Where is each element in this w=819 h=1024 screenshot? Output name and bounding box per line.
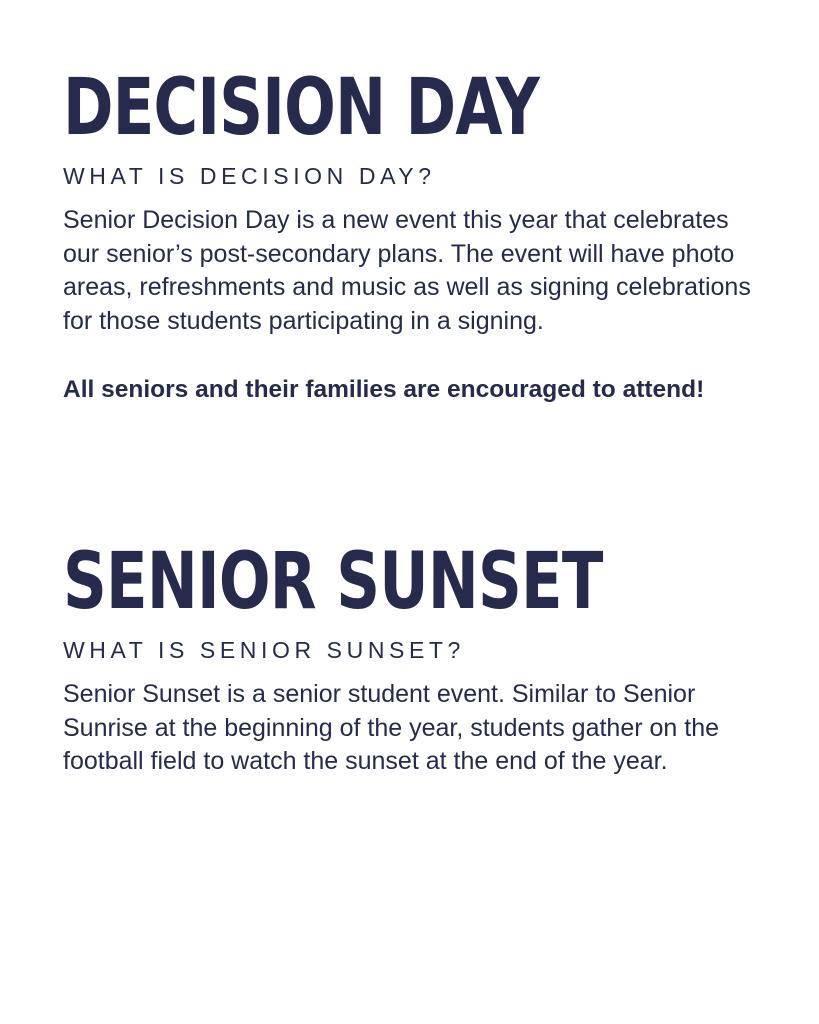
senior-sunset-section <box>63 537 763 779</box>
decision-day-title: DECISION DAY <box>63 63 540 153</box>
decision-day-callout: All seniors and their families are encouraged to attend! <box>63 376 705 403</box>
decision-day-subtitle: WHAT IS DECISION DAY? <box>63 163 436 189</box>
decision-day-description: Senior Decision Day is a new event this year that celebrates our senior’s post-secondary plans. The event will have photo areas, refreshments and music as well as signing celebrations for those students participating in a signing. <box>63 206 751 335</box>
decision-day-section <box>63 63 763 407</box>
senior-sunset-title: SENIOR SUNSET <box>63 537 603 627</box>
senior-sunset-description: Senior Sunset is a senior student event. Similar to Senior Sunrise at the beginning of the year, students gather on the football field to watch the sunset at the end of the year. <box>63 680 720 775</box>
senior-sunset-subtitle: WHAT IS SENIOR SUNSET? <box>63 637 465 663</box>
